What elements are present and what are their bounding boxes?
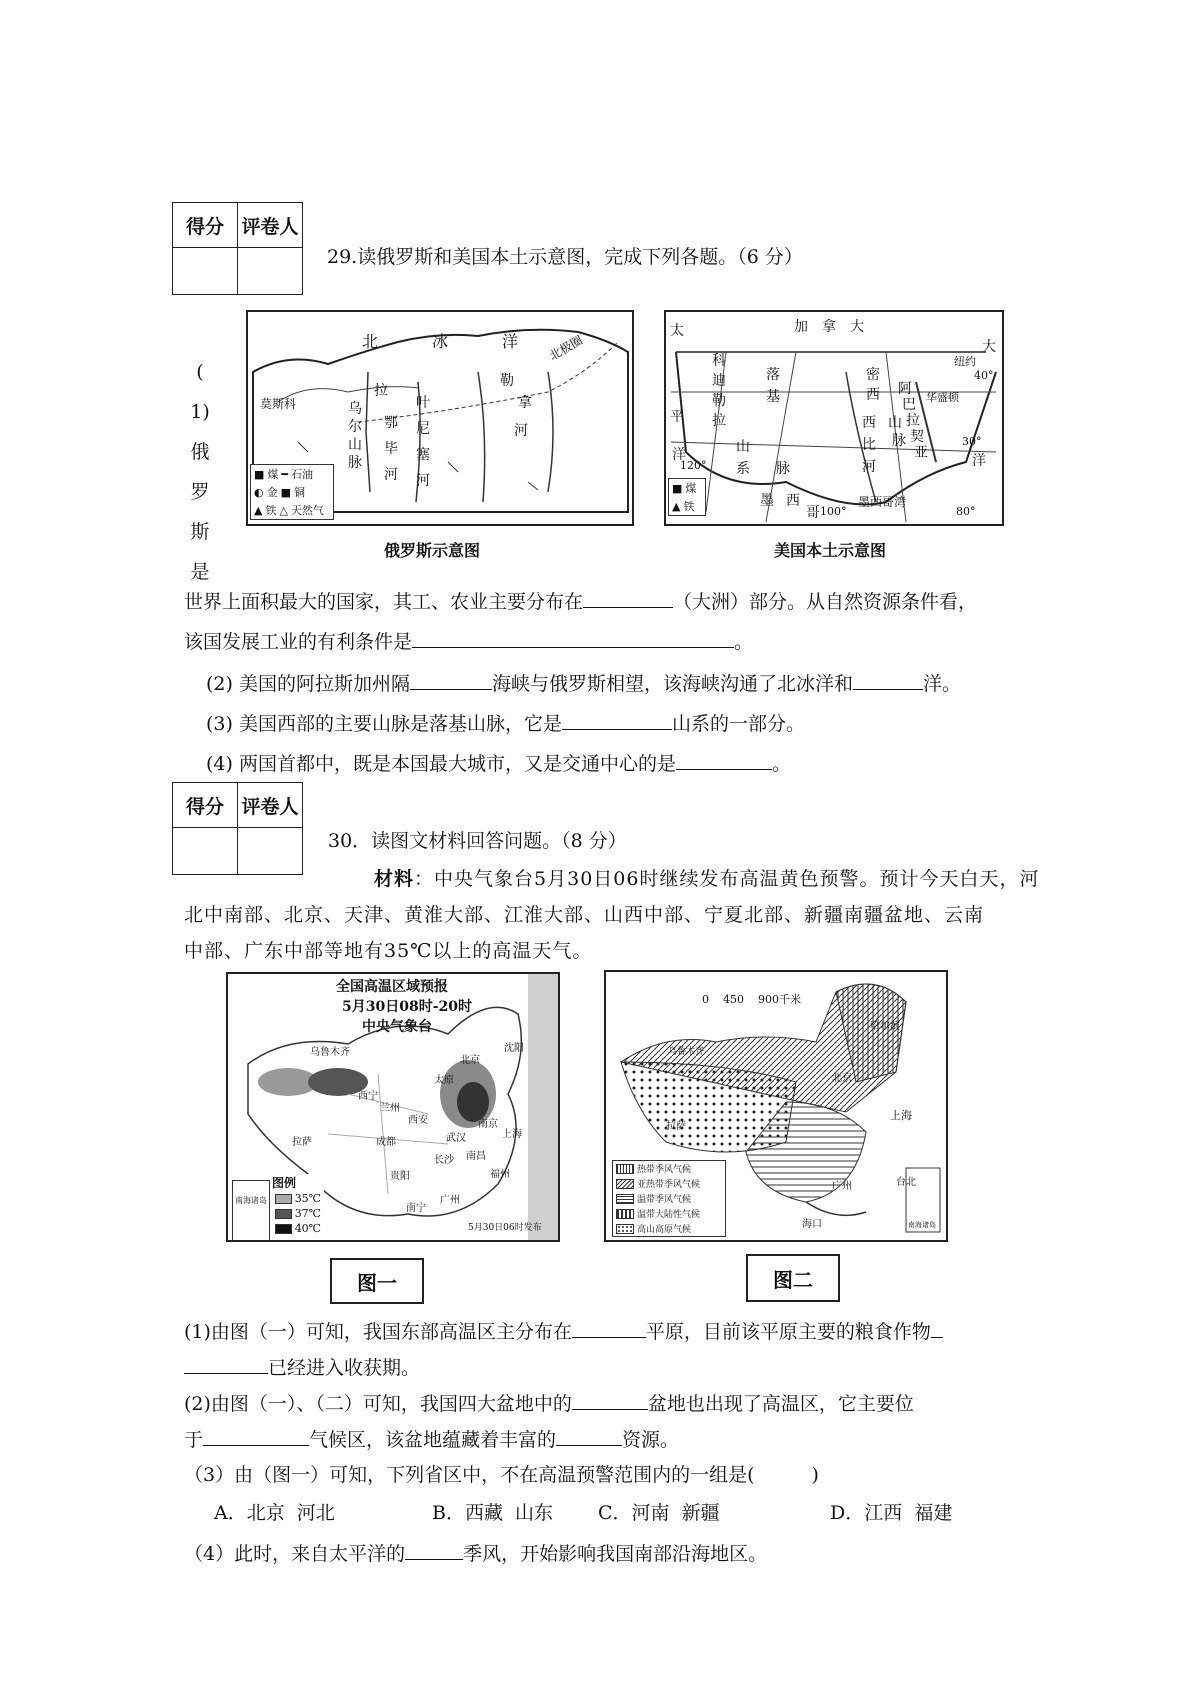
map-label: 加 bbox=[794, 319, 808, 335]
grader-cell[interactable] bbox=[238, 248, 303, 295]
answer-blank[interactable] bbox=[410, 672, 492, 690]
city-label: 哈尔滨 bbox=[870, 1021, 900, 1032]
answer-blank[interactable] bbox=[562, 712, 672, 730]
q30-q2-line2: 于 气候区，该盆地蕴藏着丰富的 资源。 bbox=[184, 1429, 680, 1451]
map-label: 大 bbox=[982, 339, 996, 355]
city-label: 上海 bbox=[502, 1129, 522, 1140]
city-label: 西宁 bbox=[358, 1091, 378, 1102]
vert-char: 斯 bbox=[190, 521, 210, 543]
map-label: 西 bbox=[786, 493, 800, 509]
russia-map-caption: 俄罗斯示意图 bbox=[384, 541, 481, 560]
map-label: 墨西哥湾 bbox=[858, 495, 907, 509]
q29-p2: (2) 美国的阿拉斯加州隔 海峡与俄罗斯相望，该海峡沟通了北冰洋和 洋。 bbox=[206, 673, 961, 695]
map-label: 阿 bbox=[898, 381, 912, 397]
q30-q3: （3）由（图一）可知，下列省区中，不在高温预警范围内的一组是( ) bbox=[184, 1464, 819, 1486]
map-label: 山 bbox=[736, 439, 750, 455]
city-label: 太原 bbox=[434, 1075, 454, 1086]
usa-map-caption: 美国本土示意图 bbox=[774, 541, 887, 560]
q30-q4: （4）此时，来自太平洋的 季风，开始影响我国南部沿海地区。 bbox=[184, 1543, 768, 1565]
q29-p1-line2: 该国发展工业的有利条件是 。 bbox=[184, 631, 754, 653]
city-label: 武汉 bbox=[446, 1133, 466, 1144]
map-label: 拉 bbox=[374, 383, 388, 399]
map1-title2: 5月30日08时-20时 bbox=[342, 999, 472, 1015]
city-label: 南昌 bbox=[466, 1151, 486, 1162]
map-label: 基 bbox=[766, 389, 780, 405]
score-table-q30 bbox=[172, 782, 303, 875]
map-label: 平 bbox=[670, 409, 684, 425]
map-label: 勒 bbox=[712, 393, 726, 409]
map-label: 纽约 bbox=[954, 355, 976, 368]
city-label: 沈阳 bbox=[504, 1043, 524, 1054]
q30-material-line3: 中部、广东中部等地有35℃以上的高温天气。 bbox=[184, 940, 593, 962]
map-label: 鄂 bbox=[384, 415, 398, 431]
map-label: 迪 bbox=[712, 373, 726, 389]
grader-header: 评卷人 bbox=[238, 203, 303, 248]
map-label: 契 bbox=[910, 429, 924, 445]
grader-header: 评卷人 bbox=[238, 783, 303, 828]
city-label: 海口 bbox=[802, 1219, 822, 1230]
answer-blank[interactable] bbox=[556, 1428, 622, 1446]
city-label: 乌鲁木齐 bbox=[668, 1047, 705, 1057]
map2-scale: 0 450 900千米 bbox=[702, 993, 801, 1006]
map-label: 密 bbox=[866, 367, 880, 383]
map2-inset: 南海诸岛 bbox=[908, 1221, 936, 1229]
material-label: 材料 bbox=[374, 868, 415, 890]
map-label: 河 bbox=[862, 459, 876, 475]
q29-p4: (4) 两国首都中，既是本国最大城市，又是交通中心的是 。 bbox=[206, 753, 791, 775]
map1-legend: 图例 35℃ 37℃ 40℃ bbox=[272, 1174, 324, 1236]
option-b[interactable]: B．西藏 山东 bbox=[432, 1502, 554, 1524]
map-label: 莫斯科 bbox=[260, 397, 297, 411]
russia-legend: ■ 煤 ━ 石油 ◐ 金 ■ 铜 ▲ 铁 △ 天然气 bbox=[250, 464, 334, 520]
map-label: 120° bbox=[680, 459, 707, 472]
map-label: 毕 bbox=[384, 441, 398, 457]
map-label: 巴 bbox=[902, 397, 916, 413]
answer-blank[interactable] bbox=[572, 1392, 648, 1410]
q30-material-line2: 北中南部、北京、天津、黄淮大部、江淮大部、山西中部、宁夏北部、新疆南疆盆地、云南 bbox=[184, 904, 985, 926]
city-label: 长沙 bbox=[434, 1155, 454, 1166]
answer-blank[interactable] bbox=[853, 672, 923, 690]
city-label: 兰州 bbox=[380, 1103, 400, 1114]
score-table-q29 bbox=[172, 202, 303, 295]
map-label: 太 bbox=[670, 323, 684, 339]
map-label: 尼 bbox=[416, 421, 430, 437]
figure-1-label: 图一 bbox=[330, 1258, 424, 1304]
option-d[interactable]: D．江西 福建 bbox=[830, 1502, 953, 1524]
score-header: 得分 bbox=[173, 203, 238, 248]
q30-q2-line1: (2)由图（一）、（二）可知，我国四大盆地中的 盆地也出现了高温区，它主要位 bbox=[184, 1393, 914, 1415]
option-c[interactable]: C．河南 新疆 bbox=[598, 1502, 720, 1524]
vert-char: 1) bbox=[190, 401, 210, 423]
map-label: 40° bbox=[974, 369, 994, 382]
map-label: 拉 bbox=[906, 413, 920, 429]
answer-blank[interactable] bbox=[572, 1320, 646, 1338]
city-label: 西安 bbox=[408, 1115, 428, 1126]
climate-zone-map bbox=[604, 970, 948, 1242]
map-label: 100° bbox=[820, 505, 847, 518]
map-label: 大 bbox=[850, 319, 864, 335]
city-label: 贵阳 bbox=[390, 1171, 410, 1182]
map1-title1: 全国高温区域预报 bbox=[336, 979, 448, 995]
q30-q1-line1: (1)由图（一）可知，我国东部高温区主分布在 平原，目前该平原主要的粮食作物 bbox=[184, 1320, 943, 1342]
answer-blank[interactable] bbox=[405, 1542, 463, 1560]
map-label: 北 bbox=[362, 332, 379, 351]
usa-legend: ■ 煤 ▲ 铁 bbox=[668, 478, 706, 516]
q29-p1-vertical bbox=[188, 352, 212, 592]
map-label: 拿 bbox=[518, 395, 532, 411]
q30-q1-line2: 已经进入收获期。 bbox=[184, 1356, 420, 1378]
vert-char: ( bbox=[196, 361, 204, 383]
answer-blank[interactable] bbox=[412, 630, 734, 648]
map-label: 墨 bbox=[760, 493, 774, 509]
russia-map bbox=[246, 310, 634, 526]
city-label: 台北 bbox=[896, 1177, 916, 1188]
map-label: 尔 bbox=[348, 419, 362, 435]
heat-forecast-map bbox=[226, 972, 560, 1242]
city-label: 福州 bbox=[490, 1169, 510, 1180]
map-label: 华盛顿 bbox=[926, 391, 959, 404]
map-label: 山 bbox=[348, 437, 362, 453]
map-label: 30° bbox=[962, 435, 982, 448]
city-label: 乌鲁木齐 bbox=[310, 1047, 350, 1058]
score-cell[interactable] bbox=[173, 828, 238, 875]
map-label: 冰 bbox=[432, 332, 449, 351]
city-label: 北京 bbox=[460, 1055, 480, 1066]
map1-inset: 南海诸岛 bbox=[232, 1180, 270, 1242]
city-label: 上海 bbox=[890, 1109, 912, 1122]
map-label: 河 bbox=[416, 473, 430, 489]
city-label: 成都 bbox=[376, 1137, 396, 1148]
map-label: 拿 bbox=[822, 319, 836, 335]
q30-material-line1: 材料：中央气象台5月30日06时继续发布高温黄色预警。预计今天白天，河 bbox=[374, 868, 1040, 890]
map-label: 塞 bbox=[416, 447, 430, 463]
map-label: 比 bbox=[862, 437, 876, 453]
q29-p3: (3) 美国西部的主要山脉是落基山脉，它是 山系的一部分。 bbox=[206, 713, 805, 735]
figure-2-label: 图二 bbox=[746, 1254, 840, 1302]
map-label: 落 bbox=[766, 367, 780, 383]
map-label: 脉 bbox=[776, 461, 790, 477]
grader-cell[interactable] bbox=[238, 828, 303, 875]
map-label: 哥 bbox=[806, 505, 820, 521]
map-label: 80° bbox=[956, 505, 976, 518]
usa-map bbox=[664, 310, 1004, 526]
map-label: 洋 bbox=[972, 453, 986, 469]
q30-title: 30．读图文材料回答问题。（8 分） bbox=[328, 830, 627, 852]
map-label: 山 bbox=[888, 415, 902, 431]
map-label: 勒 bbox=[500, 373, 514, 389]
city-label: 北京 bbox=[832, 1073, 852, 1084]
map-label: 河 bbox=[384, 467, 398, 483]
map-label: 脉 bbox=[348, 455, 362, 471]
vert-char: 俄 bbox=[190, 441, 210, 463]
answer-blank[interactable] bbox=[676, 752, 772, 770]
q29-title: 29.读俄罗斯和美国本土示意图，完成下列各题。（6 分） bbox=[327, 246, 803, 268]
map-label: 叶 bbox=[416, 395, 430, 411]
answer-blank[interactable] bbox=[203, 1428, 309, 1446]
map2-legend: 热带季风气候 亚热带季风气候 温带季风气候 温带大陆性气候 高山高原气候 bbox=[612, 1160, 726, 1237]
q29-p1-line1: 世界上面积最大的国家，其工、农业主要分布在 （大洲）部分。从自然资源条件看， bbox=[184, 591, 978, 613]
map-label: 脉 bbox=[892, 433, 906, 449]
map-label: 洋 bbox=[502, 332, 519, 351]
arctic-circle-label: 北极圈 bbox=[546, 332, 586, 364]
map-label: 系 bbox=[736, 461, 750, 477]
map1-title3: 中央气象台 bbox=[362, 1019, 432, 1035]
city-label: 南京 bbox=[478, 1119, 498, 1130]
map-label: 亚 bbox=[914, 445, 928, 461]
option-a[interactable]: A．北京 河北 bbox=[214, 1502, 335, 1524]
vert-char: 罗 bbox=[190, 481, 210, 503]
city-label: 拉萨 bbox=[292, 1137, 312, 1148]
answer-blank[interactable] bbox=[184, 1356, 268, 1374]
answer-blank[interactable] bbox=[931, 1320, 943, 1338]
map-label: 洋 bbox=[672, 447, 686, 463]
score-header: 得分 bbox=[173, 783, 238, 828]
city-label: 拉萨 bbox=[666, 1121, 686, 1132]
map-label: 西 bbox=[866, 387, 880, 403]
city-label: 广州 bbox=[440, 1195, 460, 1206]
city-label: 广州 bbox=[832, 1181, 852, 1192]
score-cell[interactable] bbox=[173, 248, 238, 295]
map1-date-note: 5月30日06时发布 bbox=[468, 1223, 542, 1233]
map-label: 拉 bbox=[712, 413, 726, 429]
answer-blank[interactable] bbox=[583, 590, 673, 608]
map-label: 西 bbox=[862, 415, 876, 431]
map-label: 河 bbox=[514, 423, 528, 439]
map-label: 科 bbox=[712, 353, 726, 369]
city-label: 南宁 bbox=[406, 1203, 426, 1214]
map-label: 乌 bbox=[348, 401, 362, 417]
vert-char: 是 bbox=[190, 561, 210, 583]
